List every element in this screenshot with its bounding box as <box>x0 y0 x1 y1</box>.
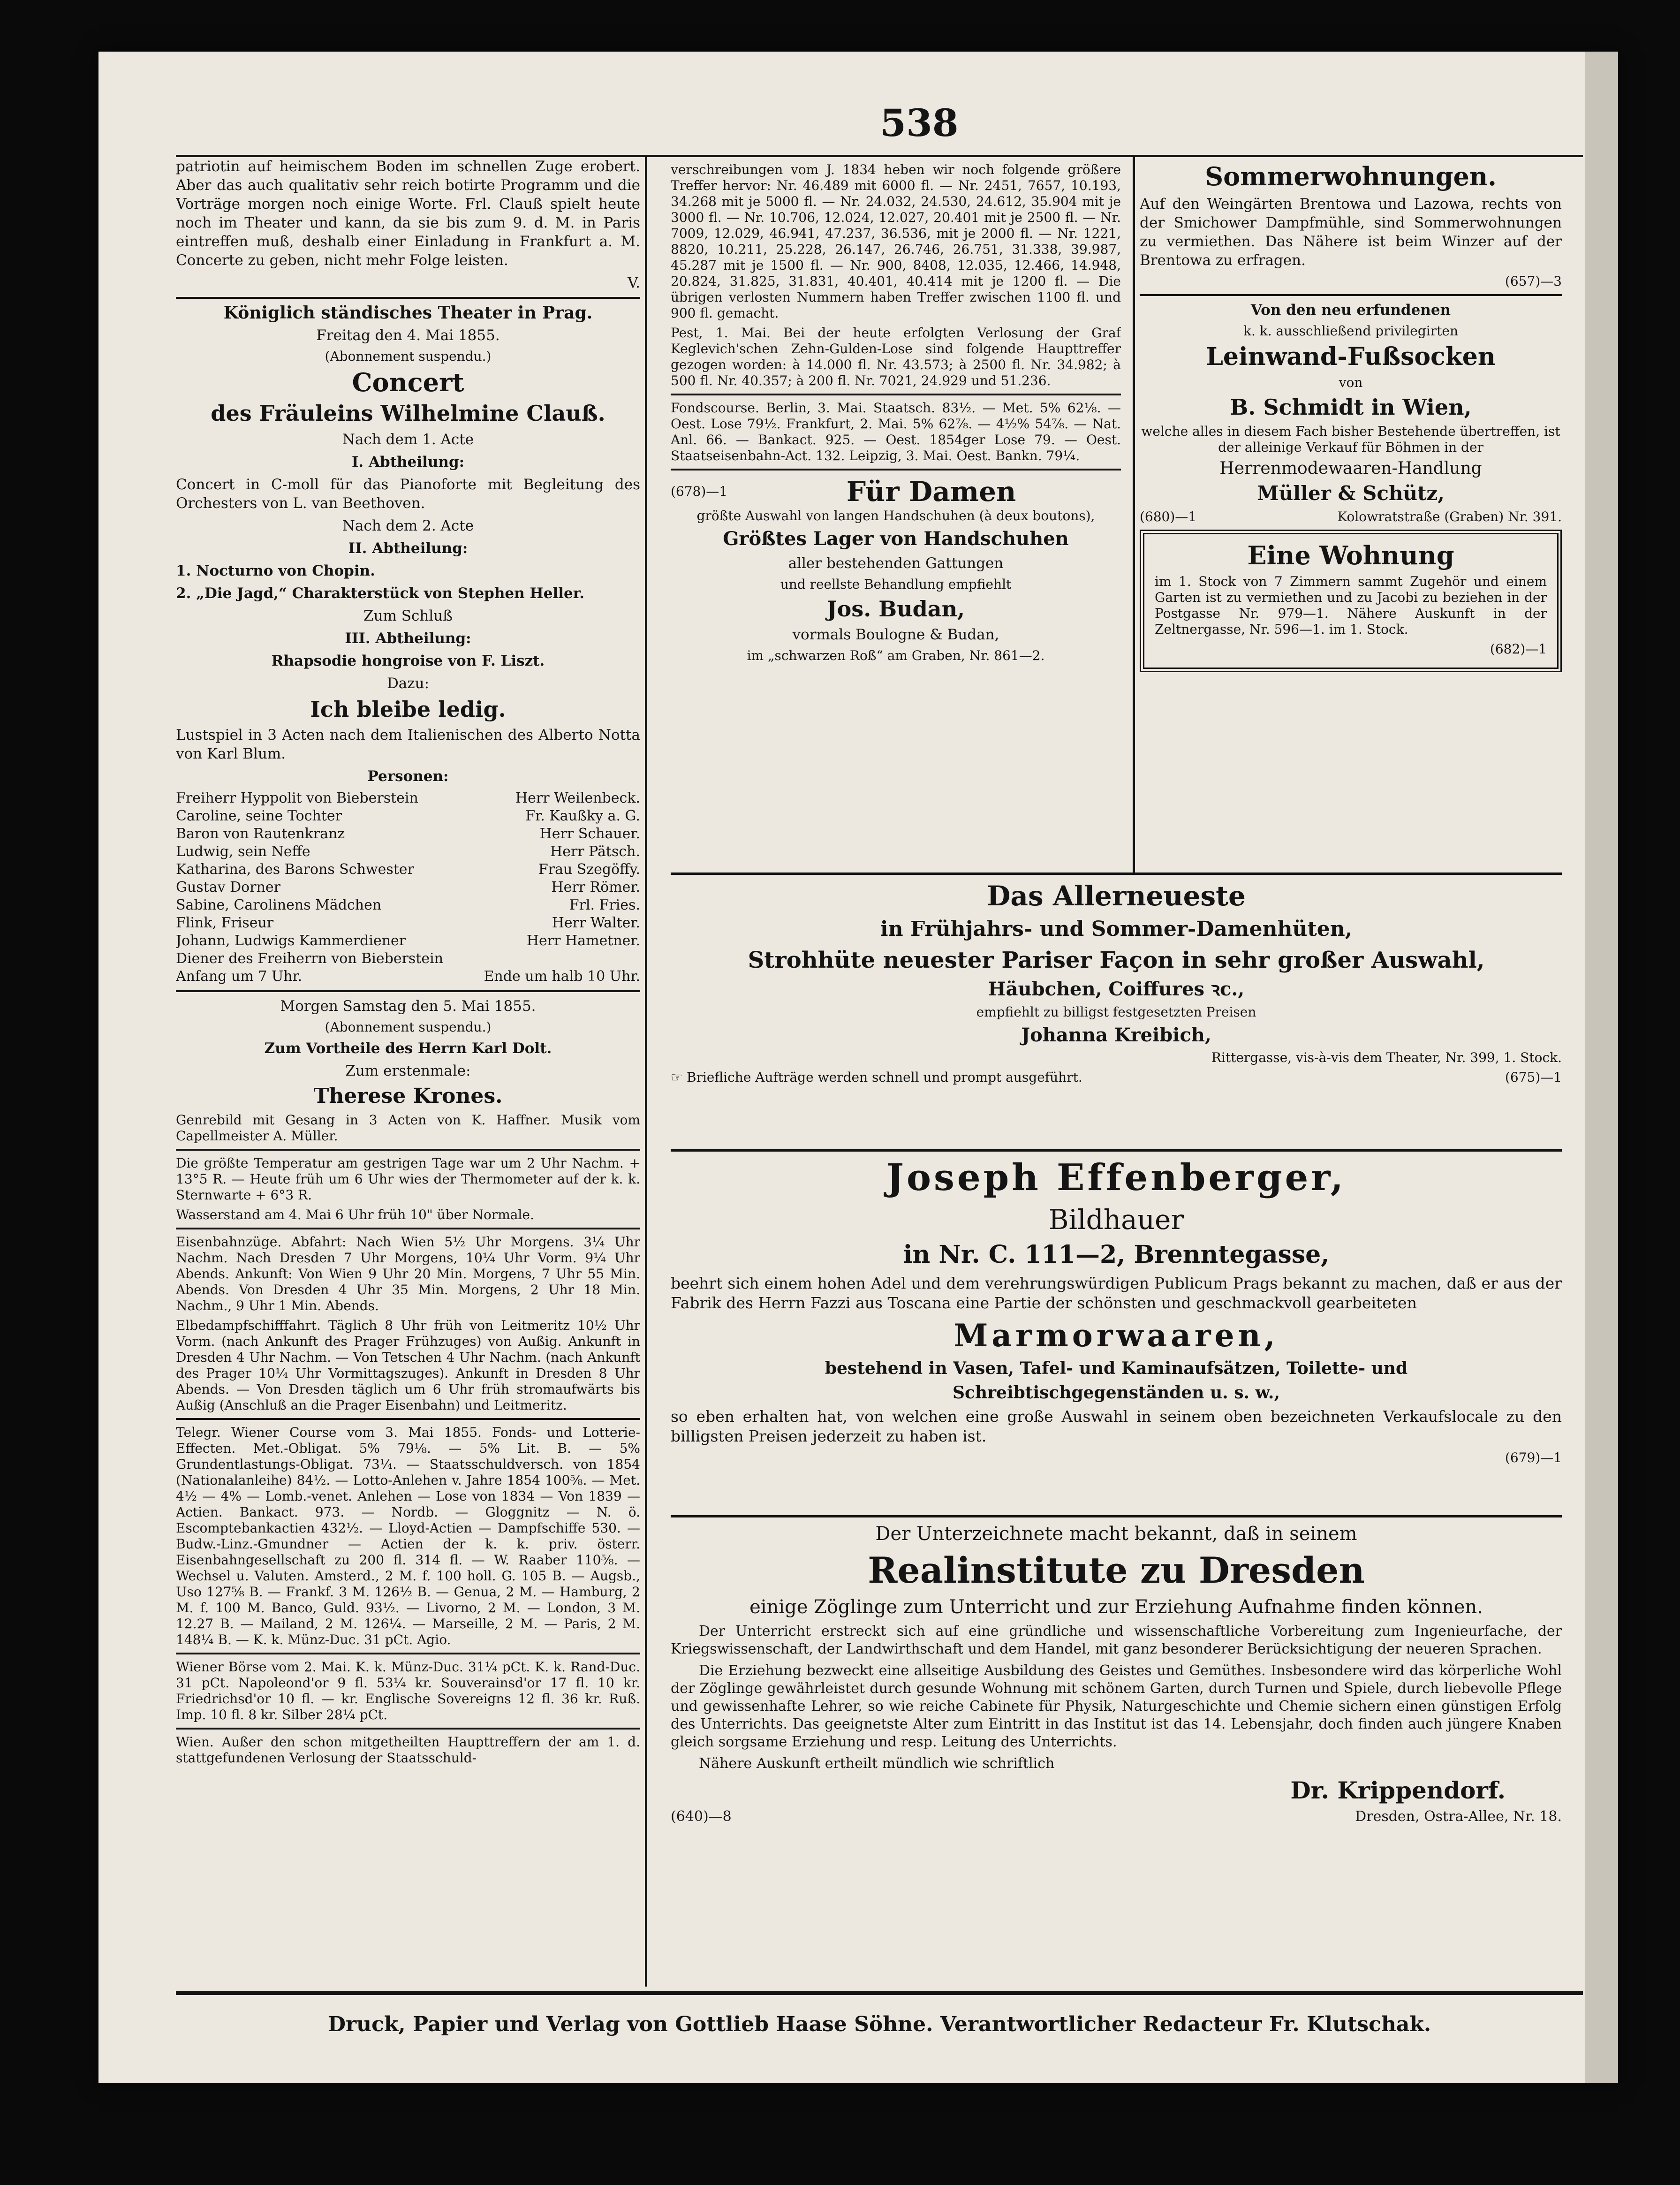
divider <box>671 394 1121 395</box>
part-2-heading: II. Abtheilung: <box>348 540 468 557</box>
part-3-text: Rhapsodie hongroise von F. Liszt. <box>271 652 545 669</box>
start-end-row: Anfang um 7 Uhr. Ende um halb 10 Uhr. <box>176 968 640 985</box>
column-2 <box>671 162 1121 898</box>
vienna-course: Telegr. Wiener Course vom 3. Mai 1855. Fonds- und Lotterie-Effecten. Met.-Obligat. 5% 79⅛. — 5% Lit. B. — 5% Grundentlastungs-Obligat. 73¼. — Staatsschuldversch. von 1854 (Nationalanleihe) 84½. — Lotto-Anlehen v. Jahre 1854 100⅝. — Met. 4½ — 4% — Lomb.-venet. Anlehen — Lose von 1834 — Von 1839 — Actien. Bankact. 973. — Nordb. — Gloggnitz — N. ö. Escomptebankactien 432½. — Lloyd-Actien — Dampfschiffe 530. — Budw.-Linz.-Gmundner — Actien der k. k. priv. österr. Eisenbahngesellschaft zu 200 fl. 314 fl. — W. Raaber 110⅝. — Wechsel u. Valuten. Amsterd., 2 M. f. 100 holl. G. 105 B. — Augsb., Uso 127⅝ B. — Frankf. 3 M. 126½ B. — Genua, 2 M. — Hamburg, 2 M. f. 100 M. Banco, Guld. 93½. — Livorno, 2 M. — London, 3 M. 12.27 B. — Mailand, 2 M. 126¼. — Marseille, 2 M. — Paris, 2 M. 148¼ B. — K. k. Münz-Duc. 31 pCt. Agio. <box>176 1425 640 1647</box>
concert-title: Concert <box>352 367 464 397</box>
ad-675-line: empfiehlt zu billigst festgesetzten Preisen <box>976 1004 1256 1020</box>
divider <box>176 990 640 992</box>
intro-text: patriotin auf heimischem Boden im schnellen Zuge erobert. Aber das auch qualitativ sehr reich botirte Programm und die Vorträge morgen noch einige Worte. Frl. Clauß spielt heute noch im Theater und kann, da sie bis zum 9. d. M. in Paris eintreffen muß, deshalb einer Einladung in Frankfurt a. M. Concerte zu geben, nicht mehr Folge leisten. <box>176 158 640 269</box>
part-1-heading: I. Abtheilung: <box>351 454 465 470</box>
fund-courses: Fondscourse. Berlin, 3. Mai. Staatsch. 83½. — Met. 5% 62⅛. — Oest. Lose 79½. Frankfurt, 2. Mai. 5% 62⅞. — 4½% 54⅞. — Nat. Anl. 66. — Bankact. 925. — Oest. 1854ger Lose 79. — Oest. Staatseisenbahn-Act. 132. Leipzig, 3. Mai. Oest. Bankn. 79¼. <box>671 400 1121 463</box>
intro-sign: V. <box>628 274 640 291</box>
ad-678-line: und reellste Behandlung empfiehlt <box>780 577 1012 592</box>
page-number: 538 <box>880 101 959 145</box>
ad-680-shop: Müller & Schütz, <box>1257 482 1445 505</box>
footer-rule <box>176 1991 1583 1995</box>
ad-679-line: Schreibtischgegenständen u. s. w., <box>953 1383 1280 1403</box>
cast-row: Caroline, seine Tochter Fr. Kaußky a. G. <box>176 808 640 824</box>
ad-657-text: Auf den Weingärten Brentowa und Lazowa, rechts von der Smichower Dampfmühle, sind Sommerwohnungen zu vermiethen. Das Nähere ist beim Winzer auf der Brentowa zu erfragen. <box>1140 196 1562 269</box>
performance-date: Freitag den 4. Mai 1855. <box>316 327 500 344</box>
part-1-text: Concert in C-moll für das Pianoforte mit Begleitung des Orchesters von L. van Beethoven. <box>176 476 640 512</box>
lottery-results: verschreibungen vom J. 1834 heben wir noch folgende größere Treffer hervor: Nr. 46.489 mit 6000 fl. — Nr. 2451, 7657, 10.193, 34.268 mit je 5000 fl. — Nr. 24.032, 24.530, 24.612, 35.904 mit je 3000 fl. — Nr. 10.706, 12.024, 12.027, 20.401 mit je 2500 fl. — Nr. 7009, 12.029, 46.941, 47.237, 36.536, mit je 2000 fl. — Nr. 1221, 8820, 10.211, 25.228, 26.147, 26.746, 26.751, 31.338, 39.987, 45.287 mit je 1500 fl. — Nr. 900, 8408, 12.035, 12.466, 14.948, 20.824, 31.825, 31.831, 40.401, 40.414 mit je 1200 fl. — Die übrigen verlosten Nummern haben Treffer zwischen 1100 fl. und 900 fl. gemacht. <box>671 162 1121 321</box>
ad-682-box <box>1140 530 1562 672</box>
divider <box>176 1653 640 1654</box>
play-2-description: Genrebild mit Gesang in 3 Acten von K. Haffner. Musik vom Capellmeister A. Müller. <box>176 1112 640 1144</box>
pest-lottery: Pest, 1. Mai. Bei der heute erfolgten Verlosung der Graf Keglevich'schen Zehn-Gulden-Lose sind folgende Haupttreffer gezogen worden: à 14.000 fl. Nr. 43.573; à 2500 fl. Nr. 34.982; à 500 fl. Nr. 40.357; à 200 fl. Nr. 7021, 24.929 und 51.236. <box>671 325 1121 388</box>
part-3-heading: III. Abtheilung: <box>345 630 471 647</box>
column-3 <box>1140 162 1562 725</box>
divider <box>176 1418 640 1420</box>
ad-657-number: (657)—3 <box>1505 273 1562 289</box>
divider <box>176 1728 640 1730</box>
ad-679-line: bestehend in Vasen, Tafel- und Kaminaufsätzen, Toilette- und <box>825 1358 1408 1378</box>
ad-680-title: Leinwand-Fußsocken <box>1206 342 1496 371</box>
ad-678-line: im „schwarzen Roß“ am Graben, Nr. 861—2. <box>747 648 1045 663</box>
play-2-title: Therese Krones. <box>313 1084 503 1108</box>
divider <box>671 872 1562 875</box>
ad-680-line: welche alles in diesem Fach bisher Bestehende übertreffen, ist der alleinige Verkauf für Böhmen in der <box>1141 424 1560 455</box>
ad-679 <box>671 1156 1562 1508</box>
divider <box>671 1515 1562 1517</box>
abonnement-note: (Abonnement suspendu.) <box>325 349 492 364</box>
column-rule-1 <box>645 157 647 1987</box>
cast-row: Gustav Dorner Herr Römer. <box>176 879 640 895</box>
ad-678-name: Jos. Budan, <box>826 596 965 622</box>
ad-680-line: Herrenmodewaaren-Handlung <box>1219 459 1482 478</box>
vienna-exchange: Wiener Börse vom 2. Mai. K. k. Münz-Duc. 31¼ pCt. K. k. Rand-Duc. 31 pCt. Napoleond'or 9 fl. 53¼ kr. Souverainsd'or 17 fl. 10 kr. Friedrichsd'or 10 fl. — kr. Englische Sovereigns 12 fl. 36 kr. Ruß. Imp. 10 fl. 8 kr. Silber 28¼ pCt. <box>176 1659 640 1722</box>
ad-679-text: beehrt sich einem hohen Adel und dem verehrungswürdigen Publicum Prags bekannt zu machen, daß er aus der Fabrik des Herrn Fazzi aus Toscana eine Partie der schönsten und geschmackvoll gearbeiteten <box>671 1274 1562 1312</box>
first-time-label: Zum erstenmale: <box>345 1062 471 1079</box>
abonnement-note-2: (Abonnement suspendu.) <box>325 1019 492 1035</box>
cast-row: Flink, Friseur Herr Walter. <box>176 915 640 931</box>
ad-682-number: (682)—1 <box>1490 641 1547 657</box>
theater-heading: Königlich ständisches Theater in Prag. <box>223 303 593 323</box>
cast-row: Diener des Freiherrn von Bieberstein <box>176 950 444 967</box>
ad-678-line: aller bestehenden Gattungen <box>788 555 1004 572</box>
ad-679-address: in Nr. C. 111—2, Brenntegasse, <box>903 1240 1330 1269</box>
part-2-item-1: 1. Nocturno von Chopin. <box>176 562 375 579</box>
ad-679-name: Joseph Effenberger, <box>886 1156 1346 1199</box>
ad-640-paragraph: Die Erziehung bezweckt eine allseitige Ausbildung des Geistes und Gemüthes. Insbesondere wird das körperliche Wohl der Zöglinge gewährleistet durch gesunde Wohnung mit schönem Garten, durch Turnen und Spiele, durch liebevolle Pflege und gewissenhafte Lehrer, so wie reiche Cabinete für Physik, Naturgeschichte und Chemie sichern einen günstigen Erfolg des Unterrichts. Das geeignetste Alter zum Eintritt in das Institut ist das 14. Lebensjahr, doch finden auch jüngere Knaben gleich sorgsame Erziehung und resp. Leitung des Unterrichts. <box>671 1662 1562 1750</box>
ad-675-footer: ☞ Briefliche Aufträge werden schnell und prompt ausgeführt. (675)—1 <box>671 1070 1562 1085</box>
ad-679-job: Bildhauer <box>1048 1204 1184 1236</box>
ad-640-signature: Dr. Krippendorf. <box>1290 1776 1506 1804</box>
page-edge <box>1585 52 1618 2083</box>
ad-675-address: Rittergasse, vis-à-vis dem Theater, Nr. 399, 1. Stock. <box>1211 1050 1562 1065</box>
ad-680-line: Von den neu erfundenen <box>1250 302 1451 319</box>
play-title: Ich bleibe ledig. <box>310 697 506 722</box>
divider <box>671 469 1121 470</box>
finale-label: Zum Schluß <box>363 607 453 624</box>
ad-678-line: größte Auswahl von langen Handschuhen (à deux boutons), <box>696 508 1095 523</box>
vienna-lottery-note: Wien. Außer den schon mitgetheilten Haupttreffern der am 1. d. stattgefundenen Verlosung der Staatsschuld- <box>176 1734 640 1766</box>
ad-675-line: Strohhüte neuester Pariser Façon in sehr großer Auswahl, <box>748 947 1485 973</box>
ad-657-title: Sommerwohnungen. <box>1205 162 1497 191</box>
ad-678-line: vormals Boulogne & Budan, <box>792 626 999 643</box>
benefit-line: Zum Vortheile des Herrn Karl Dolt. <box>264 1040 552 1057</box>
play-description: Lustspiel in 3 Acten nach dem Italienischen des Alberto Notta von Karl Blum. <box>176 727 640 762</box>
ad-640-title: Realinstitute zu Dresden <box>868 1549 1365 1591</box>
ad-679-number: (679)—1 <box>1505 1450 1562 1465</box>
cast-row: Sabine, Carolinens Mädchen Frl. Fries. <box>176 897 640 913</box>
ad-640-paragraph: Nähere Auskunft ertheilt mündlich wie schriftlich <box>699 1755 1055 1772</box>
ad-678-title: Für Damen <box>846 476 1016 508</box>
ad-640-footer: (640)—8 Dresden, Ostra-Allee, Nr. 18. <box>671 1808 1562 1825</box>
water-level: Wasserstand am 4. Mai 6 Uhr früh 10" über Normale. <box>176 1207 534 1222</box>
ad-640-paragraph: Der Unterricht erstreckt sich auf eine gründliche und wissenschaftliche Vorbereitung zum Ingenieurfache, der Kriegswissenschaft, der Landwirthschaft und dem Handel, mit ganz besonderer Berücksichtigung der neueren Sprachen. <box>671 1623 1562 1657</box>
cast-row: Freiherr Hyppolit von Bieberstein Herr Weilenbeck. <box>176 790 640 806</box>
column-rule-2 <box>1133 157 1135 872</box>
ad-675 <box>671 880 1562 1142</box>
ad-680-footer: (680)—1 Kolowratstraße (Graben) Nr. 391. <box>1140 509 1562 524</box>
ad-675-line: in Frühjahrs- und Sommer-Damenhüten, <box>880 917 1353 941</box>
column-1 <box>176 157 640 1940</box>
ad-675-title: Das Allerneueste <box>987 880 1246 912</box>
artist-name: des Fräuleins Wilhelmine Clauß. <box>211 401 605 426</box>
imprint-footer: Druck, Papier und Verlag von Gottlieb Haase Söhne. Verantwortlicher Redacteur Fr. Klutschak. <box>327 2012 1431 2036</box>
weather-report: Die größte Temperatur am gestrigen Tage war um 2 Uhr Nachm. + 13°5 R. — Heute früh um 6 Uhr wies der Thermometer auf der k. k. Sternwarte + 6°3 R. <box>176 1155 640 1203</box>
ad-682-title: Eine Wohnung <box>1247 540 1454 570</box>
ad-678-line: Größtes Lager von Handschuhen <box>723 528 1069 550</box>
persons-heading: Personen: <box>367 768 449 785</box>
cast-row: Johann, Ludwigs Kammerdiener Herr Hametner. <box>176 933 640 949</box>
ad-682-text: im 1. Stock von 7 Zimmern sammt Zugehör und einem Garten ist zu vermiethen und zu Jacobi zu beziehen in der Postgasse Nr. 979—1. Nähere Auskunft in der Zeltnergasse, Nr. 596—1. im 1. Stock. <box>1155 574 1547 637</box>
divider <box>176 297 640 299</box>
ad-678-header: (678)—1 Für Damen <box>671 475 1121 508</box>
ad-675-line: Häubchen, Coiffures ꝛc., <box>988 978 1245 1000</box>
part-2-item-2: 2. „Die Jagd,“ Charakterstück von Stephen Heller. <box>176 585 584 602</box>
ad-640 <box>671 1522 1562 1987</box>
ad-675-name: Johanna Kreibich, <box>1021 1024 1211 1046</box>
cast-row: Ludwig, sein Neffe Herr Pätsch. <box>176 843 640 860</box>
ad-679-title: Marmorwaaren, <box>954 1317 1279 1354</box>
after-act-2: Nach dem 2. Acte <box>342 517 474 534</box>
next-performance: Morgen Samstag den 5. Mai 1855. <box>280 998 536 1015</box>
steamship-schedule: Elbedampfschifffahrt. Täglich 8 Uhr früh von Leitmeritz 10½ Uhr Vorm. (nach Ankunft des Prager Frühzuges) von Außig. Ankunft in Dresden 4 Uhr Nachm. — Von Tetschen 4 Uhr Nachm. (nach Ankunft des Prager 10¼ Uhr Vormittagszuges). Ankunft in Dresden 8 Uhr Abends. — Von Dresden täglich um 6 Uhr früh stromaufwärts bis Außig (Anschluß an die Prager Eisenbahn) und Leitmeritz. <box>176 1318 640 1413</box>
dazu-label: Dazu: <box>386 675 430 692</box>
railway-schedule: Eisenbahnzüge. Abfahrt: Nach Wien 5½ Uhr Morgens. 3¼ Uhr Nachm. Nach Dresden 7 Uhr Morgens, 10¼ Uhr Vorm. 9¼ Uhr Abends. Ankunft: Von Wien 9 Uhr 20 Min. Morgens, 7 Uhr 55 Min. Abends. Von Dresden 4 Uhr 35 Min. Morgens, 2 Uhr 18 Min. Nachm., 9 Uhr 1 Min. Abends. <box>176 1234 640 1313</box>
ad-640-intro: Der Unterzeichnete macht bekannt, daß in seinem <box>875 1523 1357 1545</box>
ad-640-subtitle: einige Zöglinge zum Unterricht und zur Erziehung Aufnahme finden können. <box>749 1596 1483 1618</box>
after-act-1: Nach dem 1. Acte <box>342 431 474 448</box>
cast-row: Baron von Rautenkranz Herr Schauer. <box>176 826 640 842</box>
ad-679-text: so eben erhalten hat, von welchen eine große Auswahl in seinem oben bezeichneten Verkaufslocale zu den billigsten Preisen jederzeit zu haben ist. <box>671 1407 1562 1445</box>
newspaper-page <box>98 52 1618 2083</box>
divider <box>1140 294 1562 296</box>
ad-680-maker: B. Schmidt in Wien, <box>1230 395 1472 420</box>
divider <box>176 1149 640 1151</box>
ad-680-line: von <box>1339 375 1363 390</box>
ad-680-line: k. k. ausschließend privilegirten <box>1243 323 1458 339</box>
divider <box>176 1228 640 1229</box>
cast-row: Katharina, des Barons Schwester Frau Szegöffy. <box>176 861 640 878</box>
divider <box>671 1149 1562 1152</box>
